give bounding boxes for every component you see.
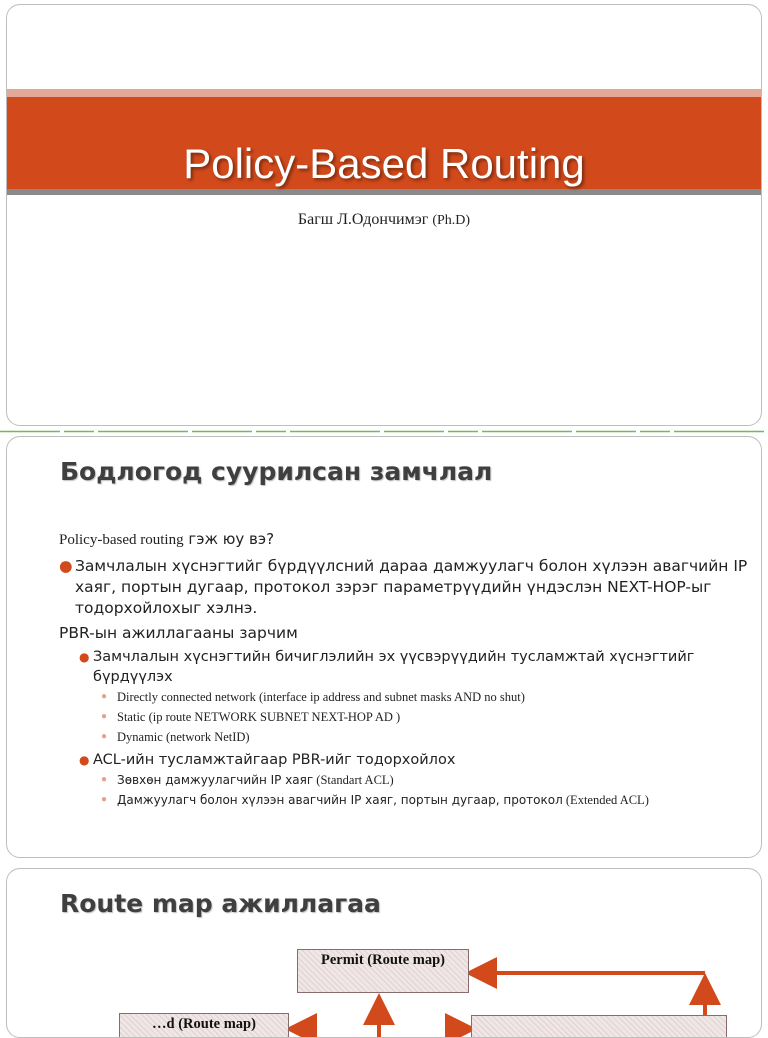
slide-heading: Бодлогод суурилсан замчлал [60,457,493,486]
list-item-text: Зөвхөн дамжуулагчийн IP хаяг [117,773,314,787]
list-item [101,770,749,790]
list-item-note: (Standart ACL) [313,773,394,787]
bullet-dot-icon: ● [79,753,90,767]
slide-title: Policy-Based Routing [183,140,585,187]
sub-bullet [77,647,749,687]
title-band-top [7,89,761,97]
diagram-slide [6,868,762,1038]
list-item [101,687,749,707]
list-item [101,727,749,747]
title-band-shadow [7,189,761,195]
next-step-box [471,1015,727,1038]
sub-bullet-text: ACL-ийн тусламжтайгаар PBR-ийг тодорхойлох [93,752,456,768]
question-line [59,527,749,552]
list-item [101,707,749,727]
principle-heading: PBR-ын ажиллагааны зарчим [59,624,298,642]
permit-route-map-box: Permit (Route map) [297,949,469,993]
content-slide [6,436,762,858]
bullet-dot-icon: ● [59,557,73,575]
question-text: гэж юу вэ? [183,530,275,548]
sub-bullet [77,750,749,770]
author-degree: (Ph.D) [432,213,471,228]
bullet-dot-icon: ● [79,650,90,664]
bullet-definition [59,556,749,619]
slide-divider [0,430,768,433]
slide-body [59,527,749,810]
bullet-dot-icon: ● [101,794,108,805]
list-item-note: (Extended ACL) [562,793,649,807]
author-line [7,211,761,229]
bullet-dot-icon: ● [101,711,108,722]
list-item-text: Дамжуулагч болон хүлээн авагчийн IP хаяг, портын дугаар, протокол [117,793,563,807]
list-item-text: Static (ip route NETWORK SUBNET NEXT-HOP AD ) [117,710,401,724]
list-item-text: Dynamic (network NetID) [117,730,250,744]
author-name: Багш Л.Одончимэг [297,211,429,228]
deny-route-map-box: …d (Route map) [119,1013,289,1038]
list-item [101,790,749,810]
question-term: Policy-based routing [59,532,184,548]
bullet-dot-icon: ● [101,774,108,785]
list-item-text: Directly connected network (interface ip address and subnet masks AND no shut) [117,690,525,704]
slide-heading: Route map ажиллагаа [60,889,381,918]
sub-bullet-text: Замчлалын хүснэгтийн бичиглэлийн эх үүсвэрүүдийн тусламжтай хүснэгтийг бүрдүүлэх [93,649,695,685]
title-slide [6,4,762,426]
bullet-text: Замчлалын хүснэгтийг бүрдүүлсний дараа дамжуулагч болон хүлээн авагчийн IP хаяг, портын дугаар, протокол зэрэг параметрүүдийн үндэслэн NEXT-HOP-ыг тодорхойлохыг хэлнэ. [75,557,748,617]
bullet-dot-icon: ● [101,691,108,702]
bullet-dot-icon: ● [101,731,108,742]
